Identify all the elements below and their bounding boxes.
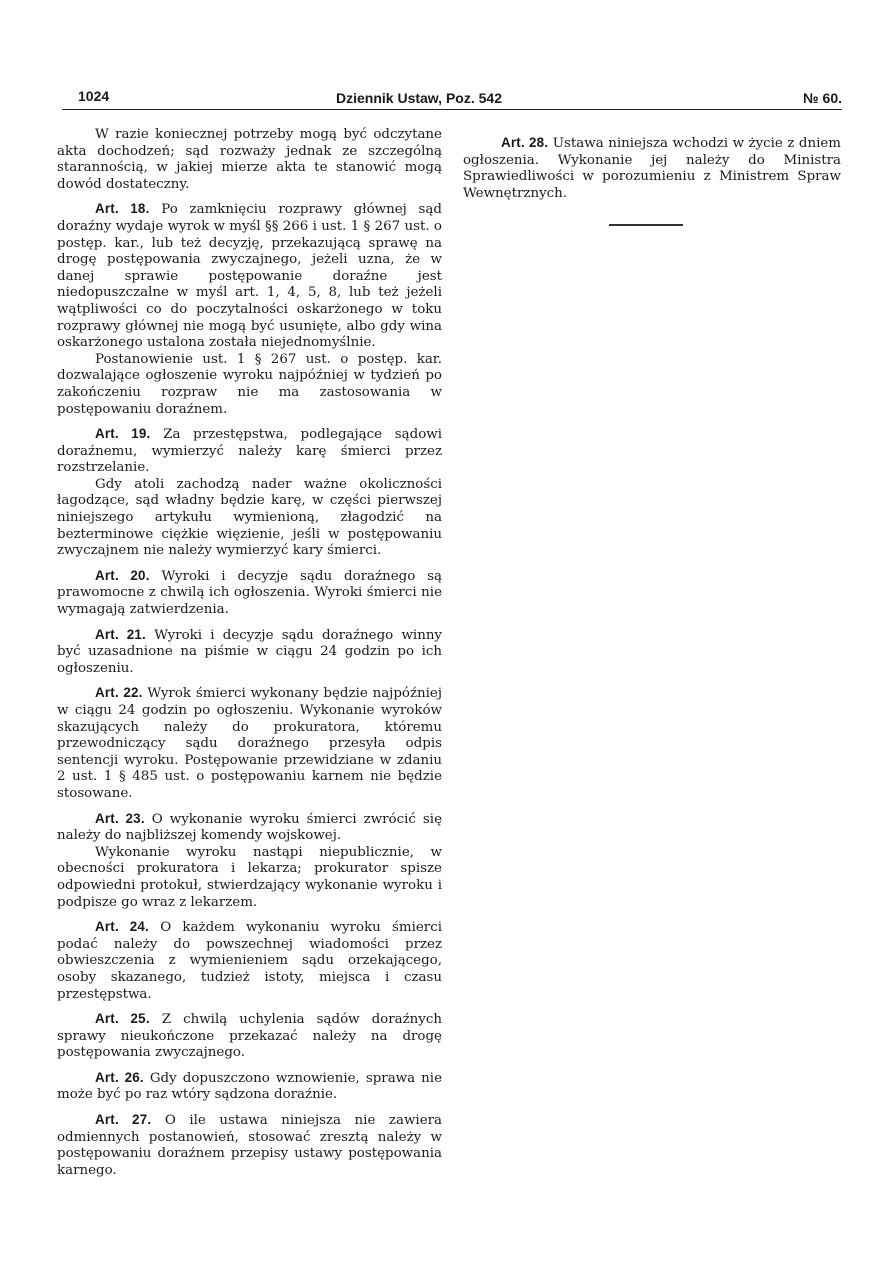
left-column [57,127,442,1179]
article-label: Art. 20. [95,567,150,583]
article-text: O każdem wykonaniu wyroku śmierci podać należy do powszechnej wiadomości przez obwieszczenia z wymienieniem sądu orzekającego, osoby skazanego, tudzież istoty, miejsca i czasu przestępstwa. [57,920,442,1002]
page-number: 1024 [78,88,110,104]
right-articles [463,135,841,202]
article-paragraph-first [57,568,442,619]
article-text: Postanowienie ust. 1 § 267 ust. o postęp. kar. dozwalające ogłoszenie wyroku najpóźniej w tydzień po zakończeniu rozpraw nie ma zastosowania w postępowaniu doraźnem. [57,351,442,417]
article [57,1070,442,1104]
article [57,201,442,418]
article-text: Za przestępstwa, podlegające sądowi doraźnemu, wymierzyć należy karę śmierci przez rozstrzelanie. [57,427,442,476]
article [57,919,442,1003]
article-label: Art. 27. [95,1112,152,1128]
article [463,135,841,202]
article-text: O wykonanie wyroku śmierci zwrócić się należy do najbliższej komendy wojskowej. [57,811,442,844]
article-paragraph-first [57,919,442,1003]
article-label: Art. 22. [95,685,143,701]
end-rule [609,224,683,226]
article-label: Art. 24. [95,919,149,935]
article-paragraph-first [57,1070,442,1104]
article-paragraph-first [57,201,442,351]
article-paragraph-first [57,627,442,678]
intro-paragraph: W razie koniecznej potrzeby mogą być odczytane akta dochodzeń; sąd rozważy jednak ze szczególną starannością, w jakiej mierze akta te stanowić mogą dowód dostateczny. [57,127,442,192]
article-label: Art. 23. [95,810,145,826]
header-rule [62,109,842,110]
article-paragraph [57,352,442,418]
article-paragraph [57,845,442,911]
article-paragraph-first [57,685,442,802]
issue-number: № 60. [803,90,842,106]
article [57,1112,442,1179]
article-text: Ustawa niniejsza wchodzi w życie z dniem ogłoszenia. Wykonanie jej należy do Ministra Sprawiedliwości w porozumieniu z Ministrem Spraw Wewnętrznych. [463,136,841,201]
article [57,627,442,678]
article-text: Gdy dopuszczono wznowienie, sprawa nie może być po raz wtóry sądzona doraźnie. [57,1070,443,1103]
article-paragraph-first [463,135,841,202]
article-label: Art. 26. [95,1069,144,1085]
article-text: Po zamknięciu rozprawy głównej sąd doraźny wydaje wyrok w myśl §§ 266 i ust. 1 § 267 ust. o postęp. kar., lub też decyzję, przekazującą sprawę na drogę postępowania zwyczajnego, jeżeli uzna, że w danej sprawie postępowanie doraźne jest niedopuszczalne w myśl art. 1, 4, 5, 8, lub też jeżeli wątpliwości co do poczytalności oskarżonego w toku rozprawy głównej nie mogą być usunięte, albo gdy wina oskarżonego ustalona została niejednomyślnie. [57,202,442,351]
article-label: Art. 28. [501,135,549,150]
article-text: O ile ustawa niniejsza nie zawiera odmiennych postanowień, stosować zresztą należy w postępowaniu doraźnem przepisy ustawy postępowania karnego. [57,1113,443,1178]
article-paragraph-first [57,426,442,477]
article-text: Wyroki i decyzje sądu doraźnego winny być uzasadnione na piśmie w ciągu 24 godzin po ich ogłoszeniu. [57,627,443,676]
article [57,811,442,912]
article-text: Wyroki i decyzje sądu doraźnego są prawomocne z chwilą ich ogłoszenia. Wyroki śmierci nie wymagają zatwierdzenia. [57,568,442,618]
article-paragraph-first [57,1112,442,1179]
article-label: Art. 25. [95,1011,150,1027]
article [57,685,442,802]
article [57,568,442,619]
article-paragraph-first [57,1011,442,1062]
article-text: Wykonanie wyroku nastąpi niepublicznie, w obecności prokuratora i lekarza; prokurator spisze odpowiedni protokuł, stwierdzający wykonanie wyroku i podpisze go wraz z lekarzem. [57,844,442,910]
article-label: Art. 19. [95,426,151,442]
article-label: Art. 18. [95,201,150,217]
page-header [62,86,842,108]
article-text: Wyrok śmierci wykonany będzie najpóźniej w ciągu 24 godzin po ogłoszeniu. Wykonanie wyroków skazujących należy do prokuratora, któremu przewodniczący sądu doraźnego przesyła odpis sentencji wyroku. Postępowanie przewidziane w zdaniu 2 ust. 1 § 485 ust. o postępowaniu karnem nie będzie stosowane. [57,686,442,801]
article-paragraph [57,477,442,560]
article [57,1011,442,1062]
journal-title: Dziennik Ustaw, Poz. 542 [336,90,502,106]
right-column [463,127,841,226]
left-articles [57,201,442,1179]
article-paragraph-first [57,811,442,845]
article-label: Art. 21. [95,626,146,642]
article [57,426,442,560]
article-text: Gdy atoli zachodzą nader ważne okoliczności łagodzące, sąd władny będzie karę, w części pierwszej niniejszego artykułu wymienioną, złagodzić na bezterminowe ciężkie więzienie, jeśli w postępowaniu zwyczajnem nie należy wymierzyć kary śmierci. [57,476,442,559]
article-text: Z chwilą uchylenia sądów doraźnych sprawy nieukończone przekazać należy na drogę postępowania zwyczajnego. [57,1012,442,1061]
